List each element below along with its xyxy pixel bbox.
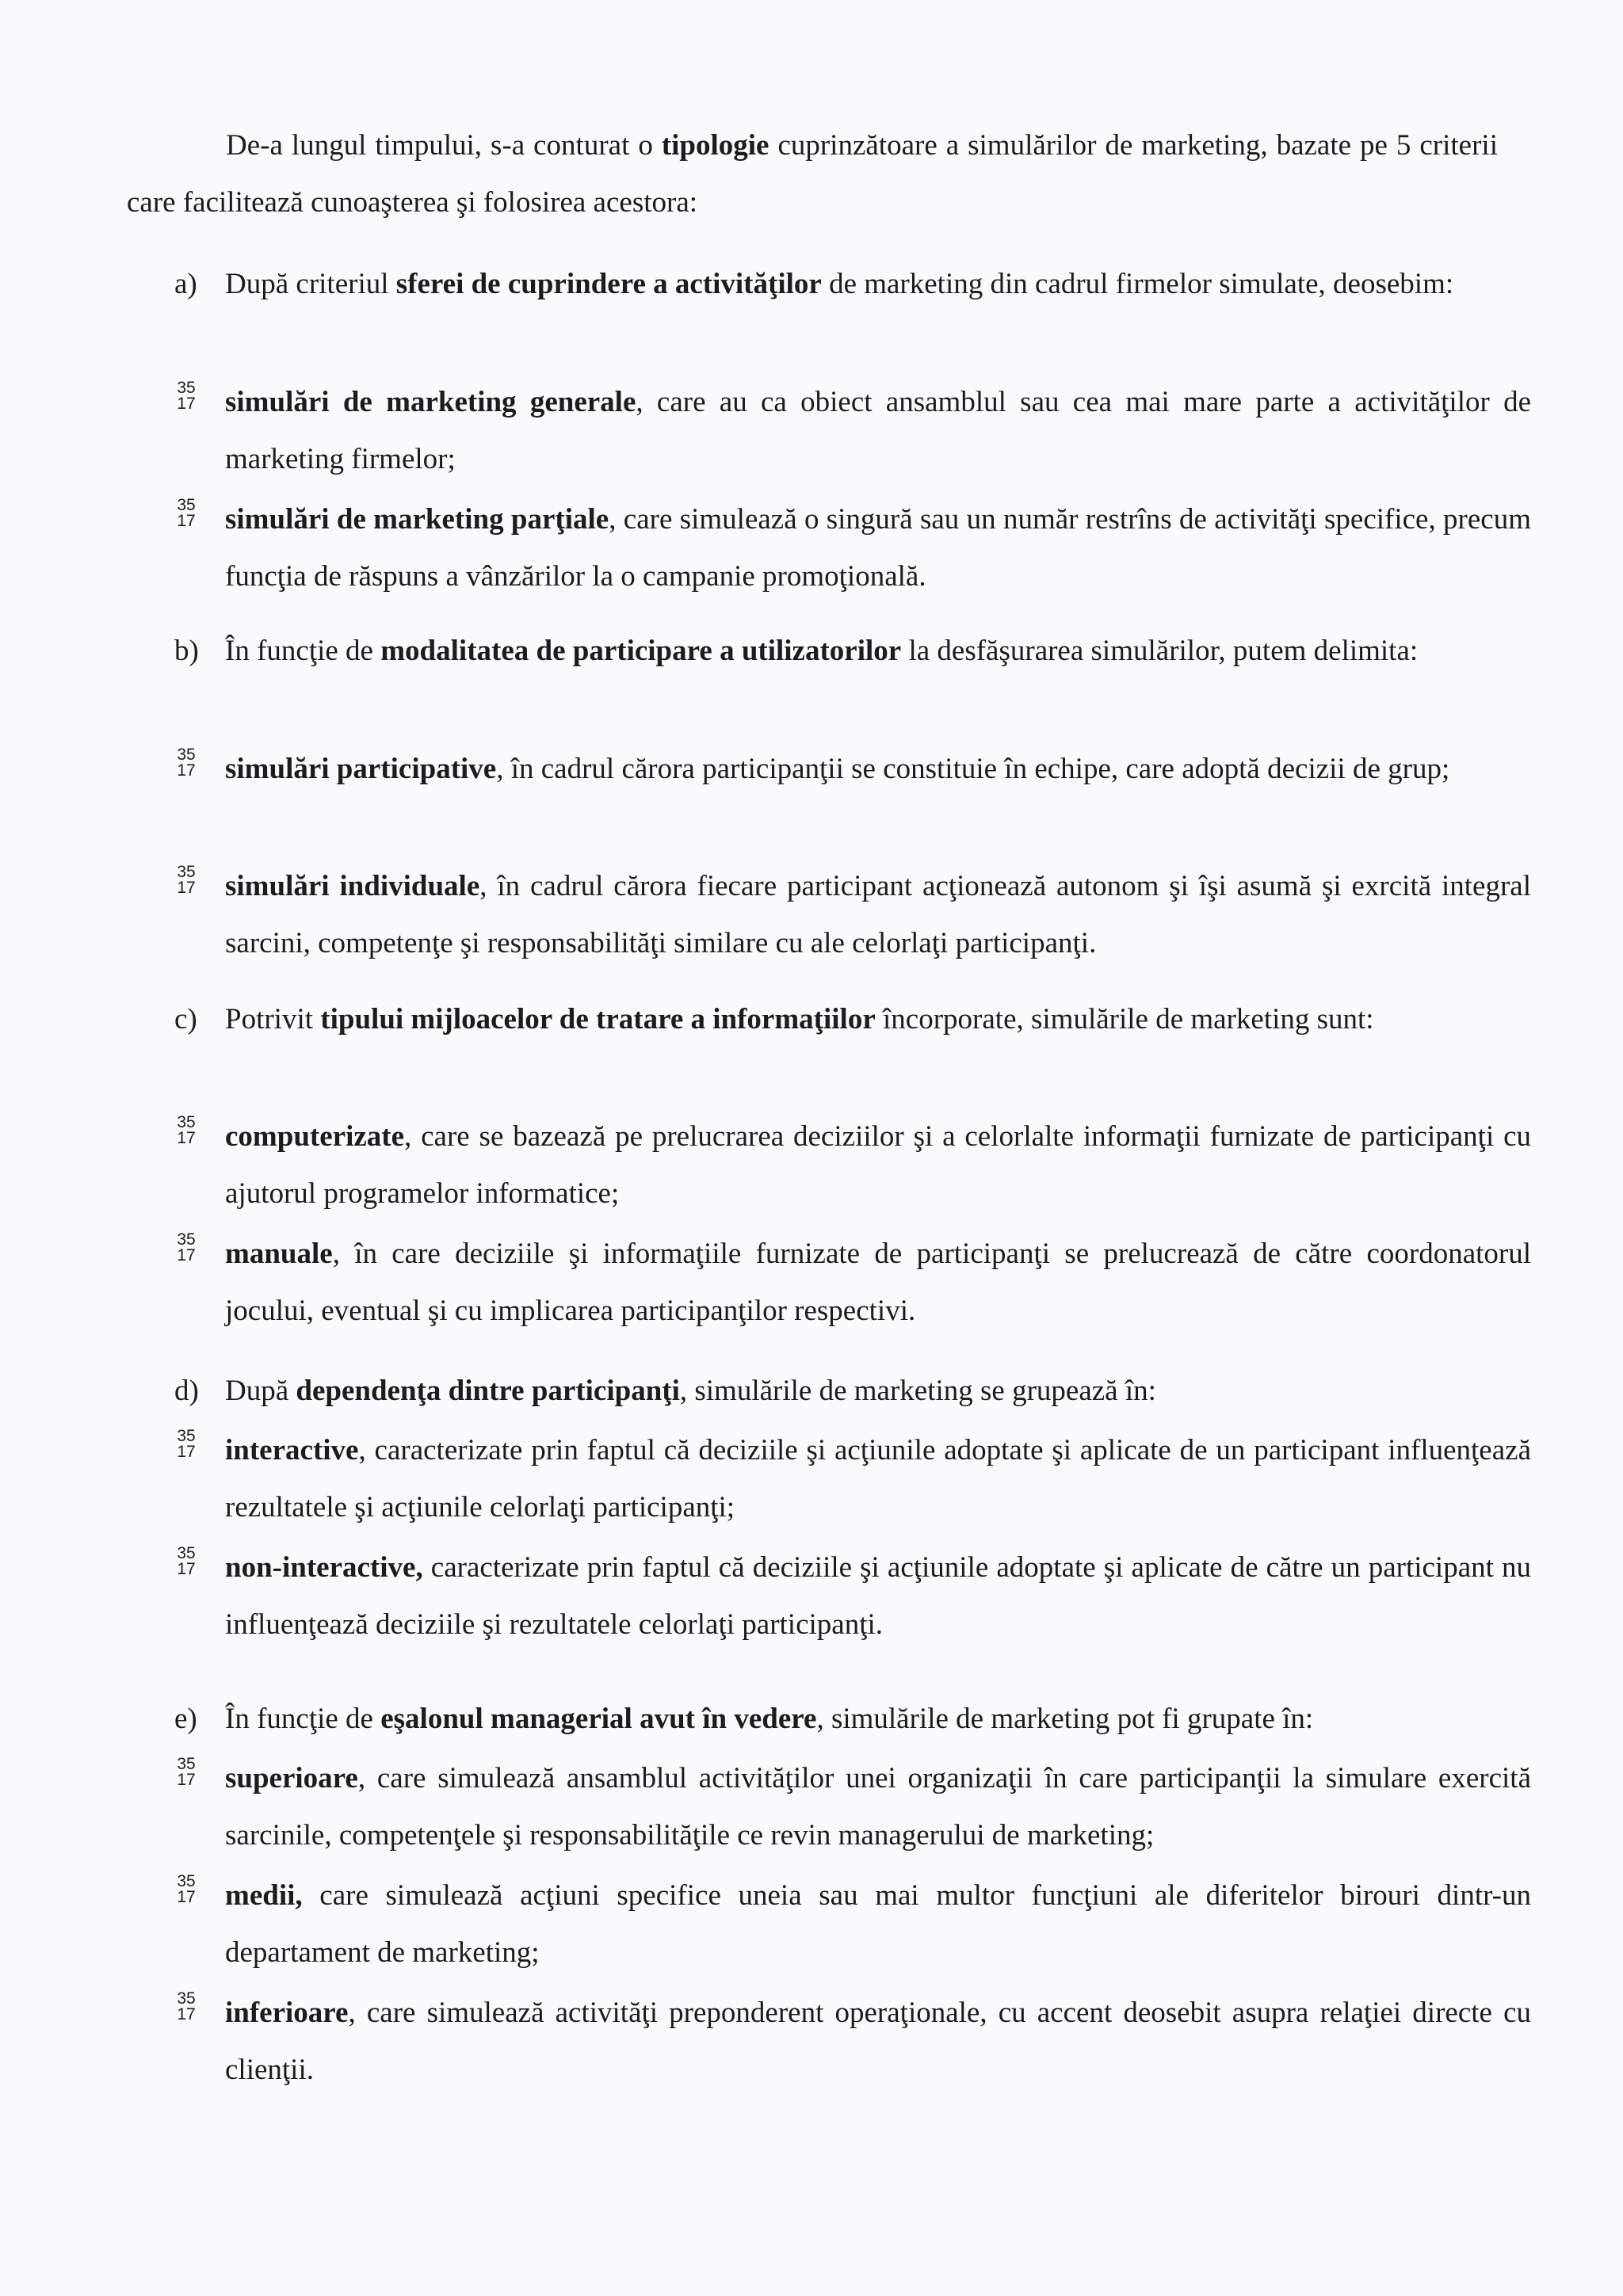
list-item: 35 17 simulări de marketing generale, care au ca obiect ansamblul sau cea mai mare parte a activităţilor de marketing firmelor; xyxy=(174,374,1531,488)
list-item: 35 17 non-interactive, caracterizate prin faptul că deciziile şi acţiunile adoptate şi aplicate de către un participant nu influenţează deciziile şi rezultatele celorlaţi participanţi. xyxy=(174,1539,1531,1653)
section-c xyxy=(174,991,1531,1048)
section-heading: Potrivit tipului mijloacelor de tratare a informaţiilor încorporate, simulările de marketing sunt: xyxy=(225,1003,1374,1035)
section-heading: După criteriul sferei de cuprindere a activităţilor de marketing din cadrul firmelor simulate, deosebim: xyxy=(225,268,1454,300)
list-item: 35 17 inferioare, care simulează activităţi preponderent operaţionale, cu accent deosebit asupra relaţiei directe cu clienţii. xyxy=(174,1985,1531,2099)
intro-text-continued: cuprinzătoare a simulărilor de marketing, bazate pe 5 criterii care facilitează cunoaşterea şi folosirea acestora: xyxy=(127,129,1498,219)
bullet-glyph-icon: 35 17 xyxy=(177,1427,196,1461)
list-item: 35 17 simulări de marketing parţiale, care simulează o singură sau un număr restrîns de activităţi specifice, precum funcţia de răspuns a vânzărilor la o campanie promoţională. xyxy=(174,491,1531,605)
list-item: 35 17 manuale, în care deciziile şi informaţiile furnizate de participanţi se prelucrează de către coordonatorul jocului, eventual şi cu implicarea participanţilor respectivi. xyxy=(174,1226,1531,1340)
bullet-glyph-icon: 35 17 xyxy=(177,1544,196,1578)
bullet-glyph-icon: 35 17 xyxy=(177,1872,196,1906)
bullet-glyph-icon: 35 17 xyxy=(177,746,196,780)
intro-bold-term: tipologie xyxy=(661,129,769,162)
section-marker: e) xyxy=(174,1703,197,1735)
list-item: 35 17 superioare, care simulează ansamblul activităţilor unei organizaţii în care participanţii la simulare exercită sarcinile, competenţele şi responsabilităţile ce revin managerului de marketing; xyxy=(174,1750,1531,1864)
bullet-glyph-icon: 35 17 xyxy=(177,1989,196,2023)
list-item: 35 17 simulări individuale, în cadrul cărora fiecare participant acţionează autonom şi îşi asumă şi exrcită integral sarcini, competenţe şi responsabilităţi similare cu ale celorlaţi participanţi. xyxy=(174,858,1531,972)
section-b xyxy=(174,623,1531,680)
section-marker: a) xyxy=(174,268,197,300)
bullet-glyph-icon: 35 17 xyxy=(177,863,196,897)
list-item: 35 17 medii, care simulează acţiuni specifice uneia sau mai multor funcţiuni ale diferitelor birouri dintr-un departament de marketing; xyxy=(174,1867,1531,1981)
bullet-glyph-icon: 35 17 xyxy=(177,1230,196,1264)
intro-text: De-a lungul timpului, s-a conturat o xyxy=(226,129,662,162)
list-item: 35 17 simulări participative, în cadrul cărora participanţii se constituie în echipe, care adoptă decizii de grup; xyxy=(174,741,1531,798)
bullet-glyph-icon: 35 17 xyxy=(177,496,196,530)
bullet-glyph-icon: 35 17 xyxy=(177,1113,196,1147)
bullet-glyph-icon: 35 17 xyxy=(177,379,196,413)
section-marker: c) xyxy=(174,1003,197,1035)
section-d xyxy=(174,1363,1531,1420)
section-marker: d) xyxy=(174,1375,199,1407)
section-a xyxy=(174,256,1531,313)
bullet-glyph-icon: 35 17 xyxy=(177,1755,196,1789)
section-e xyxy=(174,1691,1531,1748)
section-heading: În funcţie de eşalonul managerial avut în vedere, simulările de marketing pot fi grupate în: xyxy=(225,1703,1314,1735)
list-item: 35 17 computerizate, care se bazează pe prelucrarea deciziilor şi a celorlalte informaţii furnizate de participanţi cu ajutorul programelor informatice; xyxy=(174,1108,1531,1222)
section-marker: b) xyxy=(174,635,199,667)
section-heading: În funcţie de modalitatea de participare a utilizatorilor la desfăşurarea simulărilor, putem delimita: xyxy=(225,635,1419,667)
section-heading: După dependenţa dintre participanţi, simulările de marketing se grupează în: xyxy=(225,1375,1156,1407)
list-item: 35 17 interactive, caracterizate prin faptul că deciziile şi acţiunile adoptate şi aplicate de un participant influenţează rezultatele şi acţiunile celorlaţi participanţi; xyxy=(174,1422,1531,1536)
intro-paragraph xyxy=(127,117,1498,231)
